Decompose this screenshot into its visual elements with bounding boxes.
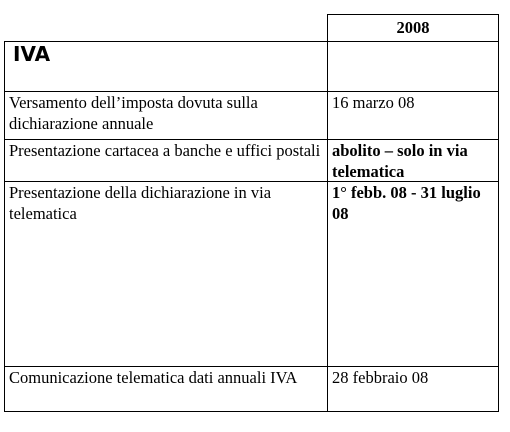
row-4-label: Comunicazione telematica dati annuali IVA bbox=[9, 368, 298, 387]
row-4-value: 28 febbraio 08 bbox=[332, 368, 429, 387]
row-1-label-cell bbox=[4, 91, 327, 139]
section-empty-cell bbox=[327, 41, 499, 91]
row-3-label: Presentazione della dichiarazione in via telematica bbox=[9, 183, 272, 223]
year-header-cell bbox=[327, 14, 499, 41]
year-header: 2008 bbox=[396, 18, 430, 37]
row-1-value: 16 marzo 08 bbox=[332, 93, 415, 112]
row-3-value: 1° febb. 08 - 31 luglio 08 bbox=[332, 183, 481, 223]
row-4-value-cell bbox=[327, 366, 499, 412]
row-3-value-cell bbox=[327, 181, 499, 366]
section-title: IVA bbox=[13, 42, 51, 66]
row-2-label: Presentazione cartacea a banche e uffici postali bbox=[9, 141, 321, 160]
row-1-label: Versamento dell’imposta dovuta sulla dichiarazione annuale bbox=[9, 93, 258, 133]
row-4-label-cell bbox=[4, 366, 327, 412]
row-2-value-cell bbox=[327, 139, 499, 181]
row-3-label-cell bbox=[4, 181, 327, 366]
row-2-value: abolito – solo in via telematica bbox=[332, 141, 468, 181]
row-1-value-cell bbox=[327, 91, 499, 139]
row-2-label-cell bbox=[4, 139, 327, 181]
deadlines-table bbox=[4, 14, 499, 412]
section-title-cell bbox=[4, 41, 327, 91]
